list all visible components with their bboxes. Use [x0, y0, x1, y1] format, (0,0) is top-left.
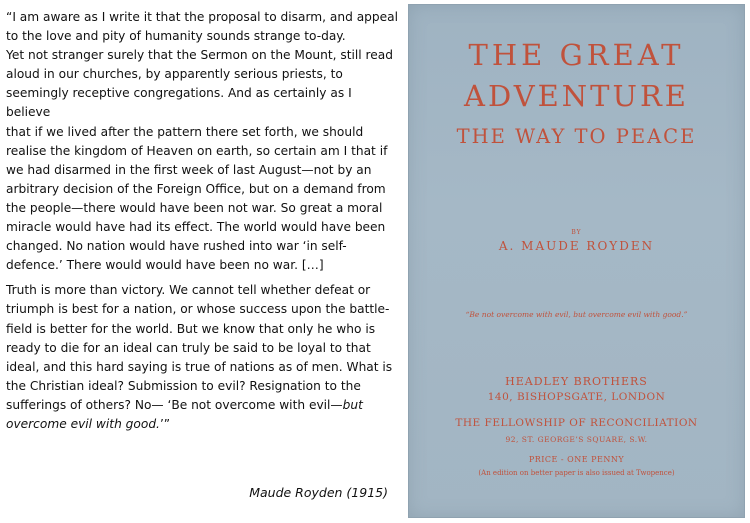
cover-organisation: THE FELLOWSHIP OF RECONCILIATION	[455, 417, 698, 429]
quote-line: sufferings of others? No— ‘Be not overcome with evil—	[6, 397, 343, 412]
quote-line: defence.’ There would would have been no war. […]	[6, 258, 324, 273]
quote-line: field is better for the world. But we know that only he who is	[6, 321, 376, 336]
quote-italic: overcome evil with good.	[6, 416, 160, 431]
quote-line: ’”	[159, 416, 171, 431]
quote-paragraph-1	[6, 8, 398, 275]
quote-block	[6, 8, 398, 434]
quote-italic: but	[342, 397, 363, 412]
pamphlet-cover	[408, 4, 745, 518]
cover-price: PRICE - ONE PENNY	[528, 455, 625, 464]
quote-line: ideal, and this hard saying is true of nations as of men. What is	[6, 359, 393, 374]
quote-line: aloud in our churches, by apparently serious priests, to	[6, 67, 343, 82]
cover-organisation-address: 92, ST. GEORGE’S SQUARE, S.W.	[505, 435, 648, 444]
cover-publisher-address: 140, BISHOPSGATE, LONDON	[487, 391, 666, 403]
cover-subtitle: THE WAY TO PEACE	[456, 125, 697, 148]
quote-line: Truth is more than victory. We cannot tell whether defeat or	[6, 283, 371, 298]
quote-line: realise the kingdom of Heaven on earth, so certain am I that if	[6, 143, 388, 158]
quote-line: the people—there would have been not war. So great a moral	[6, 200, 383, 215]
cover-edition-note: (An edition on better paper is also issued at Twopence)	[478, 469, 675, 477]
cover-publisher: HEADLEY BROTHERS	[505, 375, 648, 388]
quote-line: ready to die for an ideal can truly be said to be loyal to that	[6, 340, 371, 355]
quote-line: to the love and pity of humanity sounds strange to-day.	[6, 29, 346, 44]
quote-line: “I am aware as I write it that the proposal to disarm, and appeal	[6, 10, 398, 24]
quote-line: we had disarmed in the first week of last August—not by an	[6, 162, 372, 177]
cover-title-line-1: THE GREAT	[468, 38, 685, 72]
quote-line: changed. No nation would have rushed into war ‘in self-	[6, 239, 347, 254]
quote-line: miracle would have had its effect. The world would have been	[6, 220, 386, 235]
quote-line: that if we lived after the pattern there set forth, we should	[6, 124, 364, 139]
quote-line: seemingly receptive congregations. And as certainly as I believe	[6, 86, 352, 120]
quote-line: Yet not stranger surely that the Sermon on the Mount, still read	[6, 48, 393, 63]
quote-line: triumph is best for a nation, or whose success upon the battle-	[6, 302, 390, 317]
cover-title-line-2: ADVENTURE	[464, 79, 689, 113]
cover-motto: “Be not overcome with evil, but overcome evil with good.”	[465, 310, 688, 319]
quote-line: arbitrary decision of the Foreign Office, but on a demand from	[6, 181, 386, 196]
cover-by: BY	[571, 229, 582, 236]
cover-author: A. MAUDE ROYDEN	[498, 239, 655, 253]
quote-line: the Christian ideal? Submission to evil? Resignation to the	[6, 378, 361, 393]
attribution: Maude Royden (1915)	[249, 485, 388, 500]
quote-paragraph-2	[6, 281, 398, 434]
